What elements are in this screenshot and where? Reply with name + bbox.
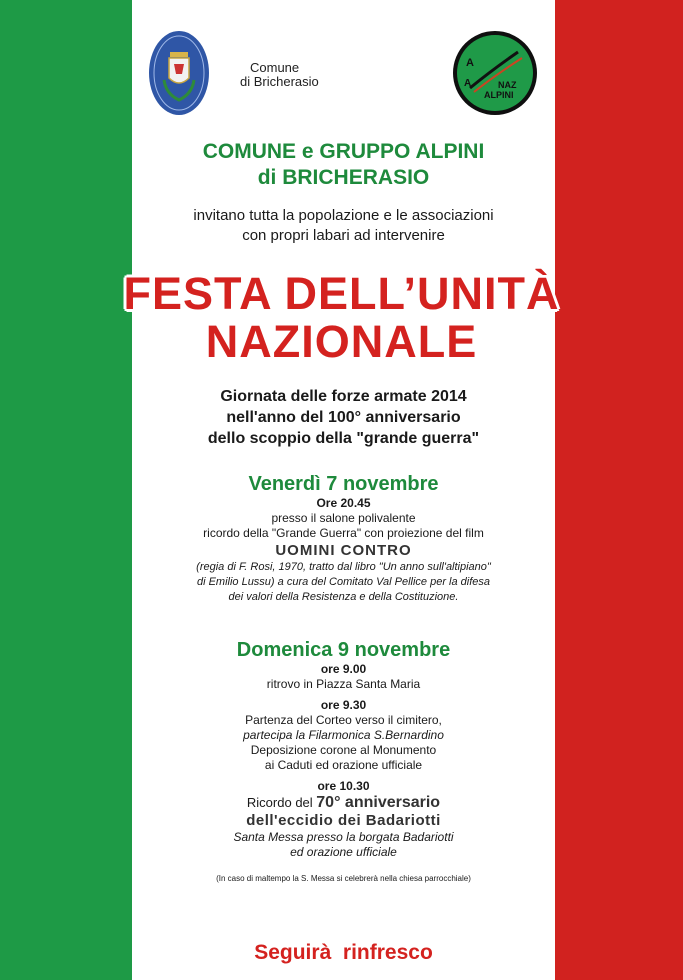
svg-text:A: A <box>466 57 474 69</box>
svg-text:A: A <box>464 78 472 89</box>
invitation-line2: con propri labari ad intervenire <box>242 227 445 244</box>
flag-green-band <box>0 0 132 980</box>
refreshment-notice: Seguirà rinfresco <box>254 941 433 964</box>
film-credits <box>132 560 555 605</box>
friday-heading: Venerdì 7 novembre <box>248 473 439 495</box>
organizers-line1: COMUNE e GRUPPO ALPINI <box>202 140 485 163</box>
organizers-line2: di BRICHERASIO <box>257 166 430 189</box>
svg-text:ALPINI: ALPINI <box>484 90 514 100</box>
invitation-line1: invitano tutta la popolazione e le associazioni <box>193 207 494 224</box>
alpini-logo-icon <box>452 30 538 116</box>
comune-crest-icon <box>148 30 210 116</box>
sunday-activity-1: ritrovo in Piazza Santa Maria <box>266 677 421 691</box>
invitation-text <box>132 206 555 246</box>
sunday-activity-2-line2: partecipa la Filarmonica S.Bernardino <box>243 728 444 742</box>
organizers-heading <box>132 139 555 191</box>
friday-time: Ore 20.45 <box>316 496 371 510</box>
svg-text:NAZ: NAZ <box>498 80 517 90</box>
friday-description: ricordo della "Grande Guerra" con proiezione del film <box>203 526 484 540</box>
sunday-activity-2-line1: Partenza del Corteo verso il cimitero, <box>245 713 442 727</box>
anniversary-highlight: 70° anniversario <box>316 794 441 811</box>
anniversary-prefix: Ricordo del <box>246 795 317 810</box>
comune-label-line2: di Bricherasio <box>240 74 319 89</box>
friday-section <box>132 472 555 605</box>
sunday-time-2: ore 9.30 <box>320 698 367 712</box>
mass-description-line1: Santa Messa presso la borgata Badariotti <box>233 830 454 844</box>
event-subtitle <box>132 386 555 449</box>
anniversary-line <box>132 794 555 812</box>
friday-place: presso il salone polivalente <box>271 511 416 525</box>
mass-description-line2: ed orazione ufficiale <box>290 845 397 859</box>
sunday-section <box>132 638 555 884</box>
sunday-time-3: ore 10.30 <box>317 779 370 793</box>
film-credits-line2: di Emilio Lussu) a cura del Comitato Val Pellice per la difesa <box>196 576 491 588</box>
sunday-activity-2-line4: ai Caduti ed orazione ufficiale <box>264 758 423 772</box>
film-title: UOMINI CONTRO <box>275 542 412 559</box>
comune-label-line1: Comune <box>250 60 300 75</box>
bad-weather-note: (In caso di maltempo la S. Messa si celebrerà nella chiesa parrocchiale) <box>216 874 471 883</box>
sunday-activity-2-line3: Deposizione corone al Monumento <box>250 743 437 757</box>
sunday-time-1: ore 9.00 <box>320 662 367 676</box>
event-title-line2: NAZIONALE <box>205 316 478 367</box>
event-subtitle-line1: Giornata delle forze armate 2014 <box>220 388 467 405</box>
event-title <box>60 270 623 366</box>
event-subtitle-line2: nell'anno del 100° anniversario <box>226 409 461 426</box>
event-title-line1: FESTA DELL’UNITÀ <box>123 268 560 319</box>
film-credits-line1: (regia di F. Rosi, 1970, tratto dal libro "Un anno sull'altipiano" <box>196 561 491 573</box>
massacre-title: dell'eccidio dei Badariotti <box>246 812 441 829</box>
sunday-heading: Domenica 9 novembre <box>236 639 451 661</box>
film-credits-line3: dei valori della Resistenza e della Costituzione. <box>228 591 459 603</box>
event-subtitle-line3: dello scoppio della "grande guerra" <box>207 430 480 447</box>
comune-label <box>240 61 319 89</box>
flag-red-band <box>555 0 683 980</box>
